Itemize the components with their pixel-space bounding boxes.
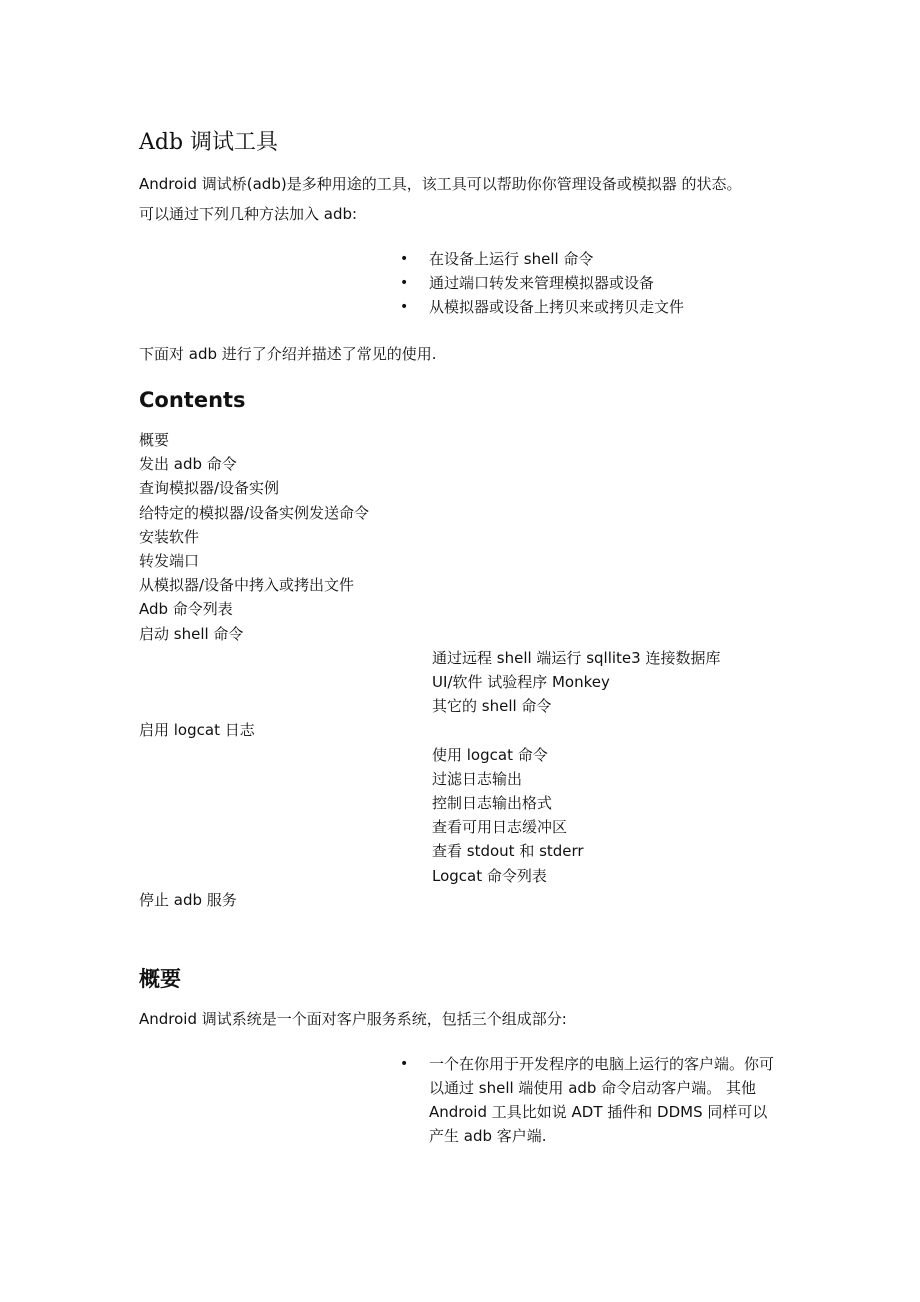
contents-heading: Contents — [139, 388, 246, 412]
list-item: • 在设备上运行 shell 命令 — [400, 247, 684, 271]
toc-link[interactable]: 从模拟器/设备中拷入或拷出文件 — [139, 576, 355, 595]
toc-link[interactable]: 其它的 shell 命令 — [432, 697, 552, 716]
list-item: • 从模拟器或设备上拷贝来或拷贝走文件 — [400, 295, 684, 319]
list-item: • 一个在你用于开发程序的电脑上运行的客户端。你可以通过 shell 端使用 adb 命令启动客户端。 其他 Android 工具比如说 ADT 插件和 DDMS 同样可以产生 adb 客户端. — [400, 1052, 779, 1148]
intro-line-1: Android 调试桥(adb)是多种用途的工具，该工具可以帮助你你管理设备或模拟器 的状态。 — [139, 175, 742, 193]
toc-link[interactable]: Logcat 命令列表 — [432, 866, 547, 885]
overview-list — [400, 1052, 779, 1148]
toc-link[interactable]: 安装软件 — [139, 527, 200, 546]
toc-link[interactable]: 过滤日志输出 — [432, 769, 523, 788]
toc-link[interactable]: 启动 shell 命令 — [139, 624, 244, 643]
overview-text: Android 调试系统是一个面对客户服务系统，包括三个组成部分: — [139, 1010, 567, 1028]
toc-link[interactable]: 查询模拟器/设备实例 — [139, 479, 280, 498]
intro-line-2: 可以通过下列几种方法加入 adb: — [139, 205, 358, 223]
list-item: • 通过端口转发来管理模拟器或设备 — [400, 271, 684, 295]
toc-link[interactable]: 启用 logcat 日志 — [139, 721, 255, 740]
page-title: Adb 调试工具 — [139, 130, 279, 155]
toc-link[interactable]: 概要 — [139, 431, 170, 449]
toc-link[interactable]: 使用 logcat 命令 — [432, 745, 548, 764]
toc-link[interactable]: UI/软件 试验程序 Monkey — [432, 673, 610, 691]
toc-link[interactable]: 转发端口 — [139, 552, 200, 570]
toc-link[interactable]: 查看可用日志缓冲区 — [432, 818, 568, 837]
toc-link[interactable]: 控制日志输出格式 — [432, 794, 553, 812]
methods-list — [400, 247, 684, 319]
toc-link[interactable]: 给特定的模拟器/设备实例发送命令 — [139, 503, 370, 522]
intro-after-text: 下面对 adb 进行了介绍并描述了常见的使用. — [139, 345, 437, 363]
toc-link[interactable]: 查看 stdout 和 stderr — [432, 842, 584, 861]
toc-link[interactable]: 通过远程 shell 端运行 sqllite3 连接数据库 — [432, 648, 721, 667]
toc-link[interactable]: Adb 命令列表 — [139, 600, 233, 619]
toc-link[interactable]: 发出 adb 命令 — [139, 455, 237, 474]
toc-link[interactable]: 停止 adb 服务 — [139, 890, 237, 909]
overview-heading: 概要 — [139, 967, 181, 991]
